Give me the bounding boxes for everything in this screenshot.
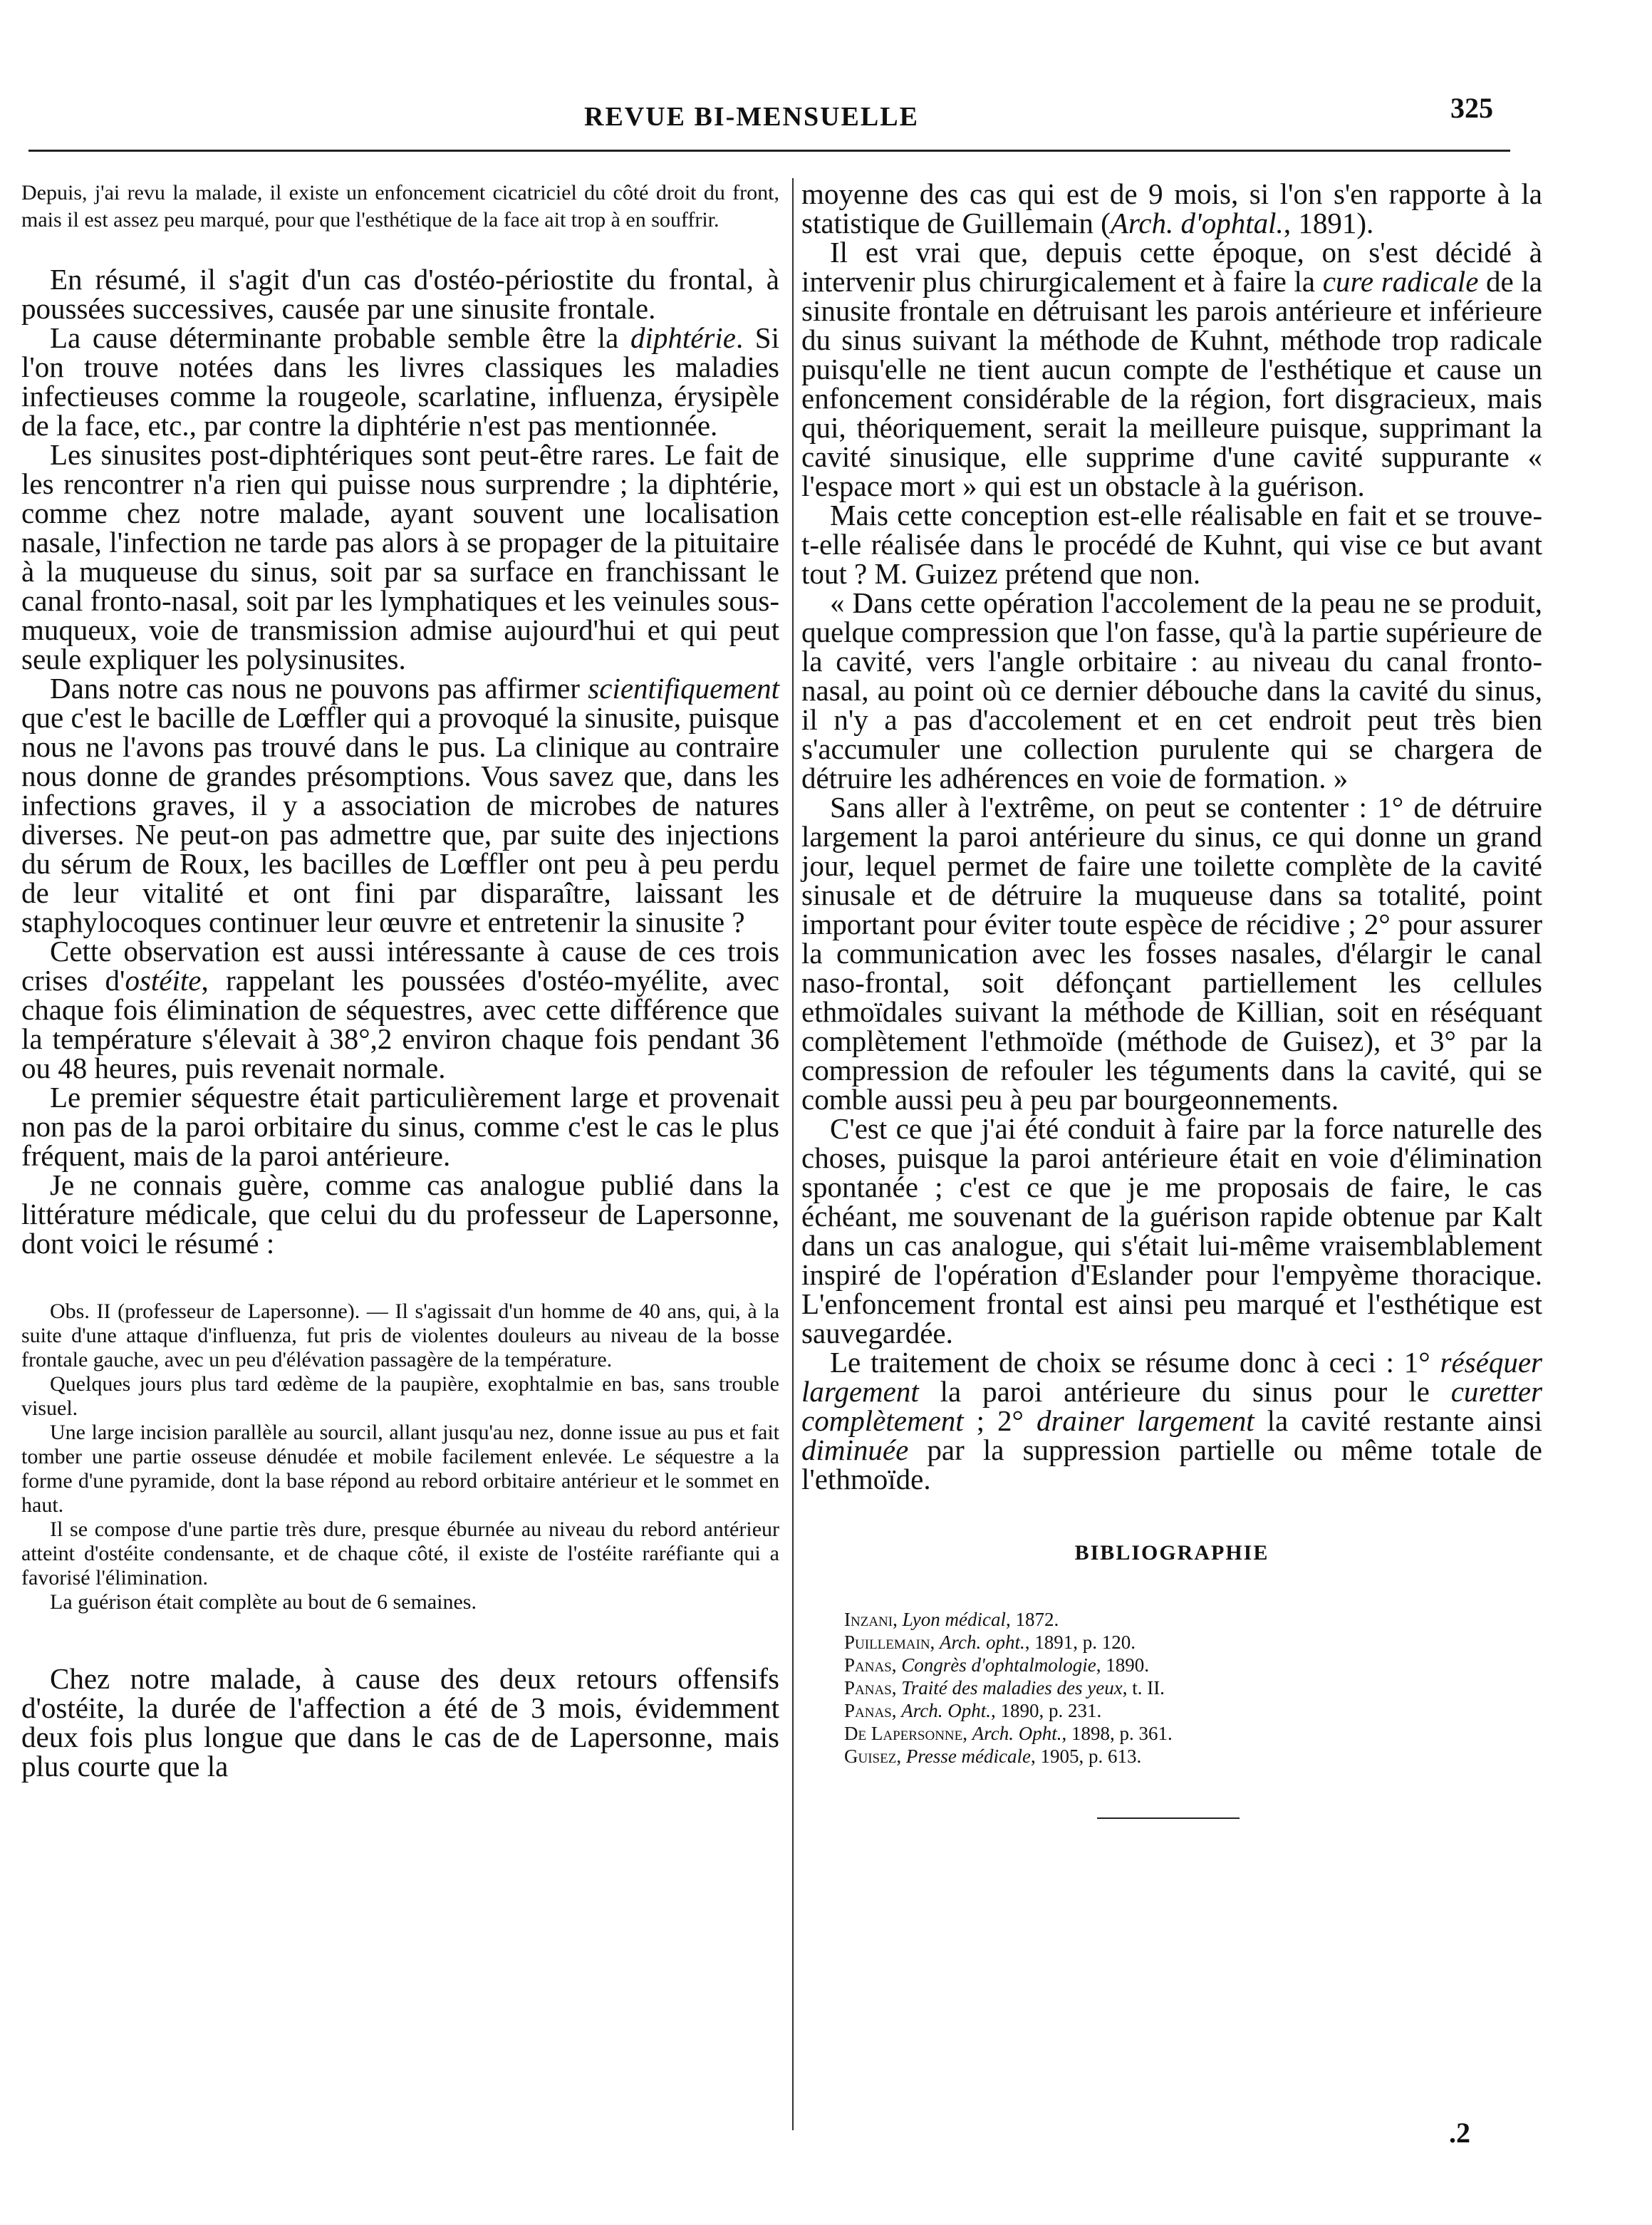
bibliography-list — [844, 1608, 1542, 1768]
italic-text: cure radicale — [1322, 265, 1479, 298]
text-run: moyenne des cas qui est de 9 mois, si l'on s'en rapporte à la statistique de Guillemain ( — [801, 177, 1542, 239]
observation-line: Quelques jours plus tard œdème de la paupière, exophtalmie en bas, sans trouble visuel. — [21, 1372, 779, 1420]
column-divider — [792, 178, 794, 2130]
signature-mark: .2 — [1449, 2117, 1470, 2149]
left-column — [21, 180, 779, 1781]
bibliography-author: Puillemain, — [844, 1632, 935, 1653]
text-run: , 1891). — [1283, 207, 1374, 239]
text-run: . Si l'on trouve notées dans les livres classiques les maladies infectieuses comme la rougeole, scarlatine, influenza, érysipèle de la face, etc., par contre la diphtérie n'est pas mentionnée. — [21, 321, 779, 442]
bibliography-details: , 1890. — [1096, 1654, 1150, 1676]
bibliography-source: Arch. Opht. — [901, 1700, 991, 1721]
text-run: par la suppression partielle ou même totale de l'ethmoïde. — [801, 1433, 1542, 1495]
bibliography-item — [844, 1631, 1542, 1654]
bibliography-author: Guisez, — [844, 1746, 902, 1767]
paragraph: En résumé, il s'agit d'un cas d'ostéo-périostite du frontal, à poussées successives, causée par une sinusite frontale. — [21, 263, 779, 325]
bibliography-source: Congrès d'ophtalmologie — [901, 1654, 1096, 1676]
bibliography-source: Lyon médical — [902, 1609, 1007, 1630]
bibliography-item — [844, 1699, 1542, 1722]
bibliography-details: , 1891, p. 120. — [1024, 1632, 1136, 1653]
italic-text: diphtérie — [630, 321, 736, 354]
bibliography-details: , t. II. — [1122, 1677, 1165, 1698]
italic-text: réséquer largement — [801, 1346, 1542, 1408]
bibliography-details: , 1890, p. 231. — [990, 1700, 1102, 1721]
bibliography-item — [844, 1722, 1542, 1745]
bibliography-details: , 1905, p. 613. — [1031, 1746, 1142, 1767]
italic-text: curetter complètement — [801, 1375, 1542, 1437]
italic-text: scientifiquement — [588, 672, 779, 705]
text-run: de la sinusite frontale en détruisant les parois antérieure et inférieure du sinus suivant la méthode de Kuhnt, méthode trop radicale puisqu'elle ne tient aucun compte de l'esthétique et cause un enfoncement considérable de la région, fort disgracieux, mais qui, théoriquement, serait la meilleure puisque, supprimant la cavité sinusique, elle supprime d'une cavité suppurante « l'espace mort » qui est un obstacle à la guérison. — [801, 265, 1542, 502]
bibliography-source: Arch. Opht. — [972, 1723, 1062, 1744]
paragraph — [801, 1348, 1542, 1494]
bibliography-item — [844, 1608, 1542, 1631]
paragraph — [21, 674, 779, 937]
italic-text: drainer largement — [1036, 1404, 1254, 1437]
text-run: La cause déterminante probable semble être la — [50, 321, 630, 354]
bibliography-source: Arch. opht. — [940, 1632, 1025, 1653]
italic-text: diminuée — [801, 1433, 909, 1466]
bibliography-author: De Lapersonne, — [844, 1723, 968, 1744]
bibliography-item — [844, 1745, 1542, 1768]
observation-block — [21, 1300, 779, 1614]
intro-note: Depuis, j'ai revu la malade, il existe un enfoncement cicatriciel du côté droit du front, mais il est assez peu marqué, pour que l'esthétique de la face ait trop à en souffrir. — [21, 181, 779, 232]
bibliography-heading: BIBLIOGRAPHIE — [1074, 1541, 1269, 1565]
bibliography-details: , 1898, p. 361. — [1061, 1723, 1173, 1744]
paragraph: Le premier séquestre était particulièrement large et provenait non pas de la paroi orbitaire du sinus, comme c'est le cas le plus fréquent, mais de la paroi antérieure. — [21, 1081, 779, 1172]
bibliography-source: Traité des maladies des yeux — [901, 1677, 1123, 1698]
text-run: Dans notre cas nous ne pouvons pas affirmer — [50, 672, 588, 705]
text-run: , rappelant les poussées d'ostéo-myélite, avec chaque fois élimination de séquestres, avec cette différence que la température s'élevait à 38°,2 environ chaque fois pendant 36 ou 48 heures, puis revenait normale. — [21, 964, 779, 1084]
running-header-title: REVUE BI-MENSUELLE — [584, 102, 919, 132]
paragraph: C'est ce que j'ai été conduit à faire par la force naturelle des choses, puisque la paroi antérieure était en voie d'élimination spontanée ; c'est ce que je me proposais de faire, le cas échéant, me souvenant de la guérison rapide obtenue par Kalt dans un cas analogue, qui s'était lui-même vraisemblablement inspiré de l'opération d'Eslander pour l'empyème thoracique. L'enfoncement frontal est ainsi peu marqué et l'esthétique est sauvegardée. — [801, 1112, 1542, 1349]
observation-line: Une large incision parallèle au sourcil, allant jusqu'au nez, donne issue au pus et fait tomber une partie osseuse dénudée et mobile facilement enlevée. Le séquestre a la forme d'une pyramide, dont la base répond au rebord orbitaire antérieur et le sommet en haut. — [21, 1421, 779, 1517]
observation-line: La guérison était complète au bout de 6 semaines. — [50, 1590, 477, 1614]
text-run: la cavité restante ainsi — [1254, 1404, 1542, 1437]
bibliography-author: Panas, — [844, 1677, 897, 1698]
bibliography-item — [844, 1654, 1542, 1676]
header-rule — [28, 150, 1510, 152]
bibliography-details: , 1872. — [1006, 1609, 1059, 1630]
text-run: Cette observation est aussi intéressante à cause de ces trois crises d' — [21, 935, 779, 997]
paragraph: Chez notre malade, à cause des deux retours offensifs d'ostéite, la durée de l'affection a été de 3 mois, évidemment deux fois plus longue que dans le cas de de Lapersonne, mais plus courte que la — [21, 1662, 779, 1783]
bibliography-item — [844, 1676, 1542, 1699]
paragraph — [21, 323, 779, 440]
paragraph — [21, 937, 779, 1083]
closing-rule — [1097, 1817, 1240, 1819]
quotation-paragraph: « Dans cette opération l'accolement de la peau ne se produit, quelque compression que l'on fasse, qu'à la partie supérieure de la cavité, vers l'angle orbitaire : au niveau du canal fronto-nasal, au point où ce dernier débouche dans la cavité du sinus, il n'y a pas d'accolement et en cet endroit peut très bien s'accumuler une collection purulente qui se chargera de détruire les adhérences en voie de formation. » — [801, 586, 1542, 794]
text-run: la paroi antérieure du sinus pour le — [918, 1375, 1451, 1408]
bibliography-author: Panas, — [844, 1700, 897, 1721]
observation-line: Obs. II (professeur de Lapersonne). — Il s'agissait d'un homme de 40 ans, qui, à la suite d'une attaque d'influenza, fut pris de violentes douleurs au niveau de la bosse frontale gauche, avec un peu d'élévation passagère de la température. — [21, 1300, 779, 1371]
observation-line: Il se compose d'une partie très dure, presque éburnée au niveau du rebord antérieur atteint d'ostéite condensante, et de chaque côté, il existe de l'ostéite raréfiante qui a favorisé l'élimination. — [21, 1518, 779, 1589]
text-run: Il est vrai que, depuis cette époque, on s'est décidé à intervenir plus chirurgicalement et à faire la — [801, 236, 1542, 298]
bibliography-author: Panas, — [844, 1654, 897, 1676]
right-column — [801, 177, 1542, 1819]
paragraph: Mais cette conception est-elle réalisable en fait et se trouve-t-elle réalisée dans le procédé de Kuhnt, qui vise ce but avant tout ? M. Guizez prétend que non. — [801, 499, 1542, 590]
paragraph: Sans aller à l'extrême, on peut se contenter : 1° de détruire largement la paroi antérieure du sinus, ce qui donne un grand jour, lequel permet de faire une toilette complète de la cavité sinusale et de détruire la muqueuse dans sa totalité, point important pour éviter toute espèce de récidive ; 2° pour assurer la communication avec les fosses nasales, d'élargir le canal naso-frontal, soit défonçant partiellement les cellules ethmoïdales suivant la méthode de Killian, soit en réséquant complètement l'ethmoïde (méthode de Guisez), et 3° par la compression de refouler les téguments dans la cavité, qui se comble aussi peu à peu par bourgeonnements. — [801, 791, 1542, 1116]
text-run: Le traitement de choix se résume donc à ceci : 1° — [830, 1346, 1440, 1379]
paragraph: Les sinusites post-diphtériques sont peut-être rares. Le fait de les rencontrer n'a rien qui puisse nous surprendre ; la diphtérie, comme chez notre malade, ayant souvent une localisation nasale, l'infection ne tarde pas alors à se propager de la pituitaire à la muqueuse du sinus, soit par sa surface en franchissant le canal fronto-nasal, soit par les lymphatiques et les veinules sous-muqueux, voie de transmission admise aujourd'hui et qui peut seule expliquer les polysinusites. — [21, 438, 779, 675]
paragraph: Je ne connais guère, comme cas analogue publié dans la littérature médicale, que celui du du professeur de Lapersonne, dont voici le résumé : — [21, 1168, 779, 1260]
page-number: 325 — [1450, 92, 1493, 124]
bibliography-source: Presse médicale — [905, 1746, 1032, 1767]
paragraph — [801, 238, 1542, 501]
text-run: ; 2° — [963, 1404, 1037, 1437]
paragraph — [801, 177, 1542, 239]
text-run: que c'est le bacille de Lœffler qui a provoqué la sinusite, puisque nous ne l'avons pas trouvé dans le pus. La clinique au contraire nous donne de grandes présomptions. Vous savez que, dans les infections graves, il y a association de microbes de natures diverses. Ne peut-on pas admettre que, par suite des injections du sérum de Roux, les bacilles de Lœffler ont peu à peu perdu de leur vitalité et ont fini par disparaître, laissant les staphylocoques continuer leur œuvre et entretenir la sinusite ? — [21, 701, 779, 938]
italic-text: ostéite — [125, 964, 202, 997]
bibliography-author: Inzani, — [844, 1609, 898, 1630]
italic-text: Arch. d'ophtal. — [1110, 207, 1284, 239]
